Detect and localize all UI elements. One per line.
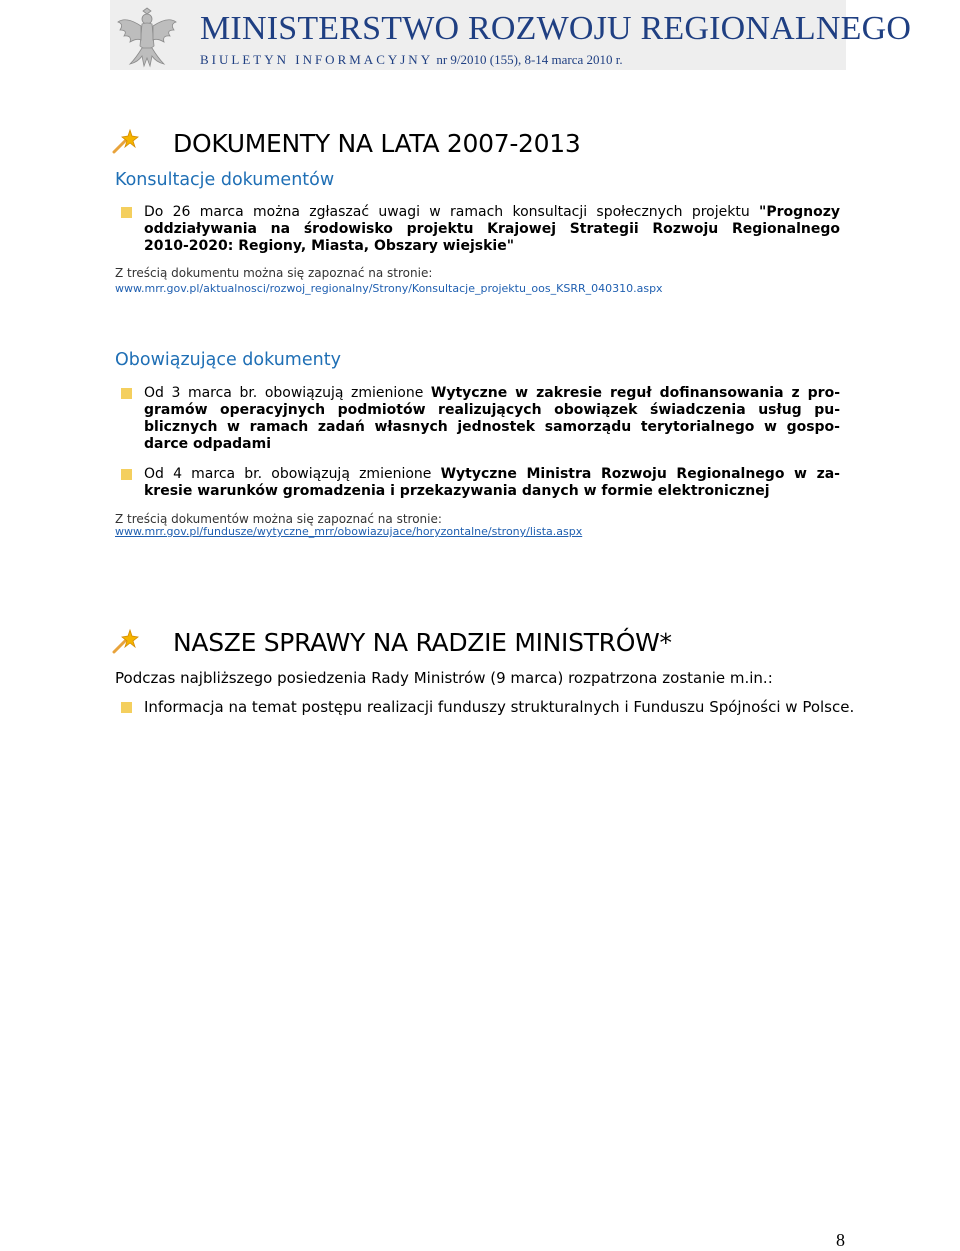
consultations-heading: Konsultacje dokumentów	[115, 170, 335, 190]
binding-item-2-line-2: kresie warunków gromadzenia i przekazywania danych w formie elektronicznej	[144, 483, 770, 499]
eagle-emblem-icon	[114, 2, 180, 70]
consultation-item	[144, 204, 840, 255]
binding-item-1-line-3: blicznych w ramach zadań własnych jednostek samorządu terytorialnego w gospo-	[144, 419, 840, 435]
section-title-documents: DOKUMENTY NA LATA 2007-2013	[173, 129, 581, 158]
binding-item-1-line-1: Od 3 marca br. obowiązują zmienione Wytyczne w zakresie reguł dofinansowania z pro-	[144, 385, 841, 401]
section-title-council: NASZE SPRAWY NA RADZIE MINISTRÓW*	[173, 628, 672, 657]
consultation-note: Z treścią dokumentu można się zapoznać na stronie:	[115, 266, 433, 280]
consultation-line-3: 2010-2020: Regiony, Miasta, Obszary wiejskie"	[144, 238, 514, 254]
binding-note: Z treścią dokumentów można się zapoznać na stronie:	[115, 512, 442, 526]
binding-link[interactable]: www.mrr.gov.pl/fundusze/wytyczne_mrr/obowiazujace/horyzontalne/strony/lista.aspx	[115, 525, 583, 538]
bullet-marker	[121, 207, 132, 218]
star-section-icon	[112, 128, 140, 154]
bullet-marker	[121, 469, 132, 480]
star-section-icon	[112, 628, 140, 654]
bullet-marker	[121, 702, 132, 713]
bullet-marker	[121, 388, 132, 399]
binding-item-1	[144, 385, 840, 453]
council-item: Informacja na temat postępu realizacji funduszy strukturalnych i Funduszu Spójności w Polsce.	[144, 698, 855, 716]
binding-item-1-line-4: darce odpadami	[144, 436, 272, 452]
consultation-line-2: oddziaływania na środowisko projektu Krajowej Strategii Rozwoju Regionalnego	[144, 221, 840, 237]
bulletin-issue: nr 9/2010 (155), 8-14 marca 2010 r.	[436, 52, 623, 67]
page-number: 8	[836, 1230, 845, 1250]
binding-item-2-line-1: Od 4 marca br. obowiązują zmienione Wytyczne Ministra Rozwoju Regionalnego w za-	[144, 466, 840, 482]
council-intro: Podczas najbliższego posiedzenia Rady Ministrów (9 marca) rozpatrzona zostanie m.in.:	[115, 669, 773, 687]
consultation-link[interactable]: www.mrr.gov.pl/aktualnosci/rozwoj_regionalny/Strony/Konsultacje_projektu_oos_KSRR_040310.aspx	[115, 282, 663, 295]
binding-item-1-line-2: gramów operacyjnych podmiotów realizujących obowiązek świadczenia usług pu-	[144, 402, 840, 418]
binding-item-2	[144, 466, 840, 500]
ministry-title: MINISTERSTWO ROZWOJU REGIONALNEGO	[200, 10, 912, 47]
consultation-line-1: Do 26 marca można zgłaszać uwagi w ramach konsultacji społecznych projektu "Prognozy	[144, 204, 840, 220]
binding-documents-heading: Obowiązujące dokumenty	[115, 350, 341, 370]
bulletin-line	[200, 52, 623, 68]
bulletin-label: BIULETYN INFORMACYJNY	[200, 52, 434, 67]
